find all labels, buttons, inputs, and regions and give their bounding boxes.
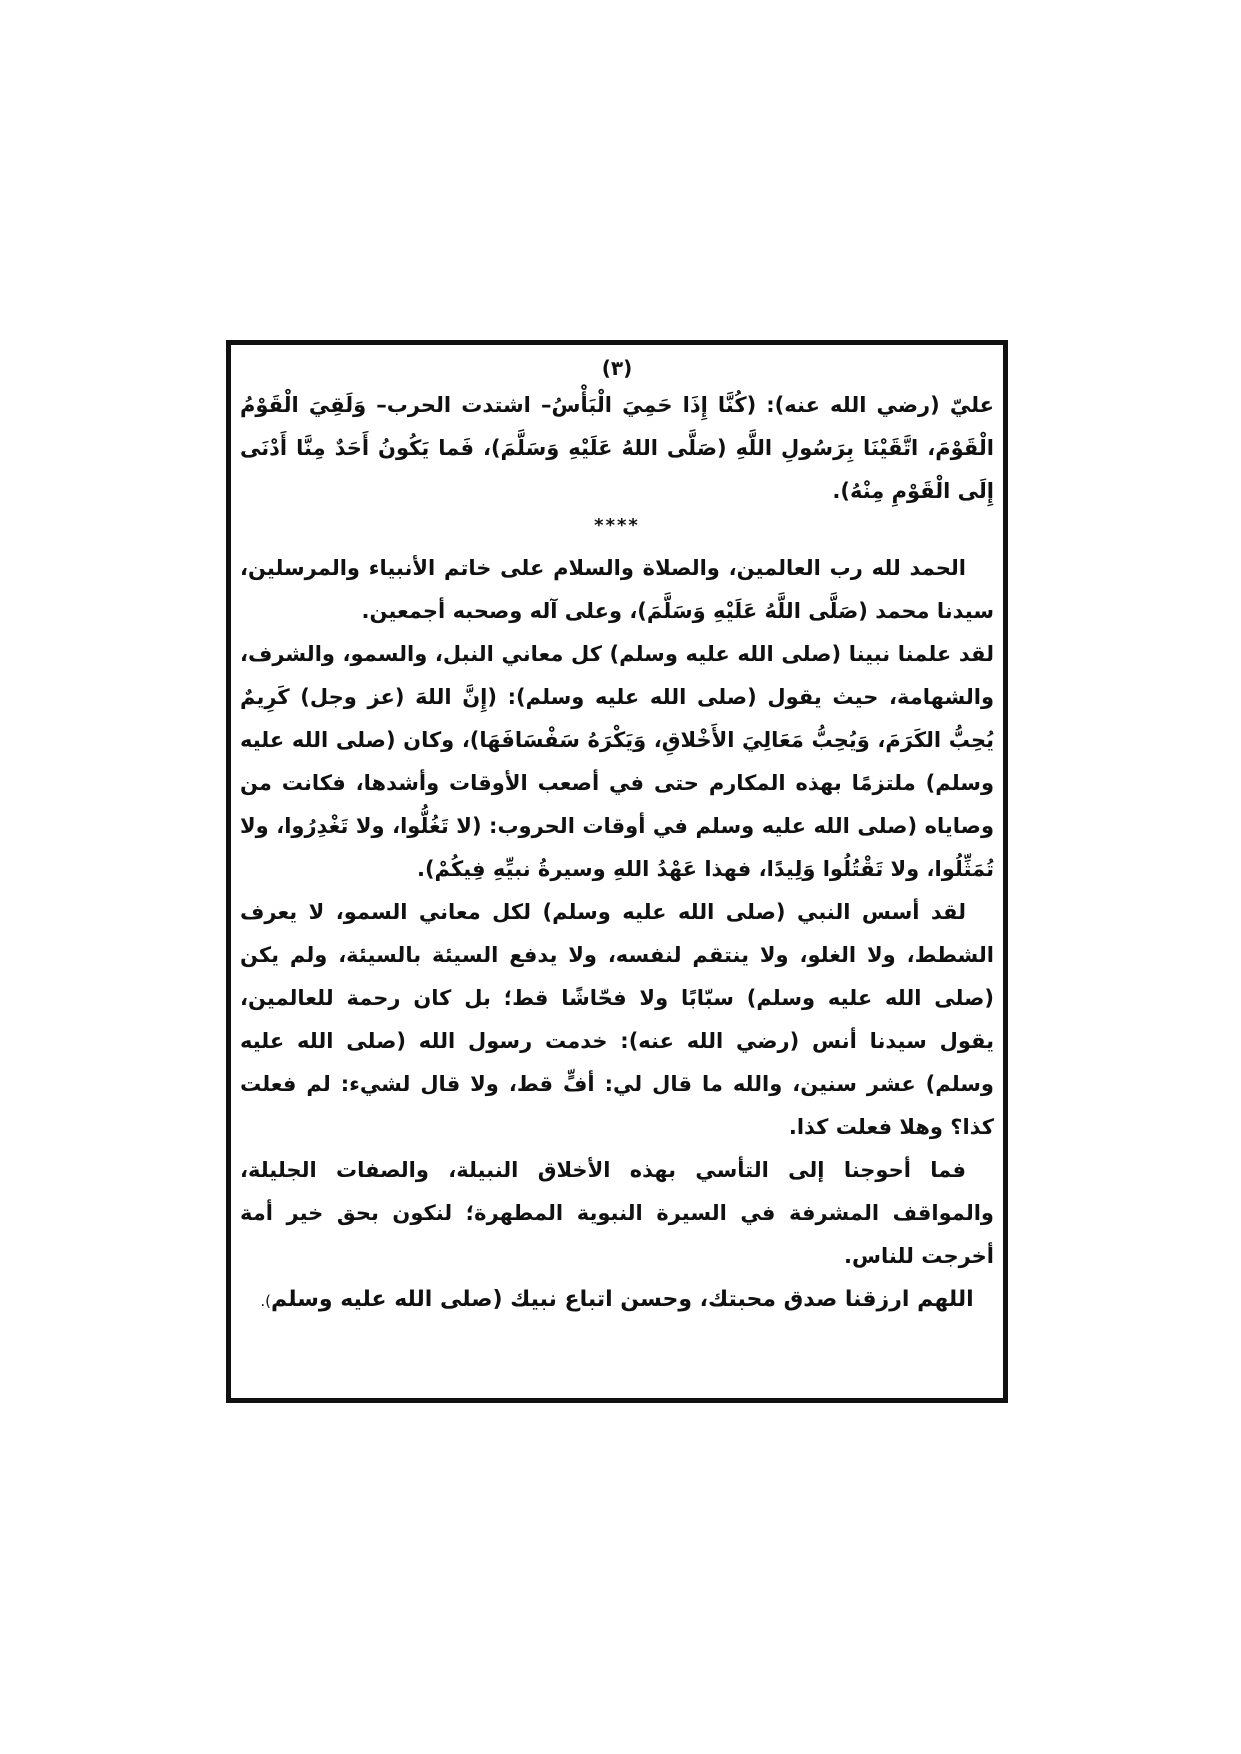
paragraph-prophet-conduct: لقد أسس النبي (صلى الله عليه وسلم) لكل معاني السمو، لا يعرف الشطط، ولا الغلو، ولا ينتقم لنفسه، ولا يدفع السيئة بالسيئة، ولم يكن (صلى الله عليه وسلم) سبّابًا ولا فحّاشًا قط؛ بل كان رحمة للعالمين، يقول سيدنا أنس (رضي الله عنه): خدمت رسول الله (صلى الله عليه وسلم) عشر سنين، والله ما قال لي: أفٍّ قط، ولا قال لشيء: لم فعلت كذا؟ وهلا فعلت كذا. — [240, 900, 994, 1139]
document-body — [240, 352, 994, 1323]
closing-prayer — [240, 1278, 994, 1323]
closing-prayer-text: اللهم ارزقنا صدق محبتك، وحسن اتباع نبيك (صلى الله عليه وسلم — [271, 1287, 974, 1312]
closing-prayer-end: ). — [260, 1292, 271, 1310]
section-separator: **** — [594, 515, 640, 536]
paragraph-noble-morals: لقد علمنا نبينا (صلى الله عليه وسلم) كل معاني النبل، والسمو، والشرف، والشهامة، حيث يقول (صلى الله عليه وسلم): (إِنَّ اللهَ (عز وجل) كَرِيمٌ يُحِبُّ الكَرَمَ، وَيُحِبُّ مَعَالِيَ الأَخْلاقِ، وَيَكْرَهُ سَفْسَافَهَا)، وكان (صلى الله عليه وسلم) ملتزمًا بهذه المكارم حتى في أصعب الأوقات وأشدها، فكانت من وصاياه (صلى الله عليه وسلم في أوقات الحروب: (لا تَغُلُّوا، ولا تَغْدِرُوا، ولا تُمَثِّلُوا، ولا تَقْتُلُوا وَلِيدًا، فهذا عَهْدُ اللهِ وسيرةُ نبيِّهِ فِيكُمْ). — [240, 642, 994, 881]
paragraph-opening: الحمد لله رب العالمين، والصلاة والسلام على خاتم الأنبياء والمرسلين، سيدنا محمد (صَلَّى اللَّهُ عَلَيْهِ وَسَلَّمَ)، وعلى آله وصحبه أجمعين. — [240, 556, 994, 623]
paragraph-conclusion: فما أحوجنا إلى التأسي بهذه الأخلاق النبيلة، والصفات الجليلة، والمواقف المشرفة في السيرة النبوية المطهرة؛ لنكون بحق خير أمة أخرجت للناس. — [240, 1158, 994, 1268]
page-number: (٣) — [601, 356, 633, 380]
intro-paragraph: عليّ (رضي الله عنه): (كُنَّا إِذَا حَمِيَ الْبَأْسُ– اشتدت الحرب– وَلَقِيَ الْقَوْمُ الْقَوْمَ، اتَّقَيْنَا بِرَسُولِ اللَّهِ (صَلَّى اللهُ عَلَيْهِ وَسَلَّمَ)، فَما يَكُونُ أَحَدٌ مِنَّا أَدْنَى إِلَى الْقَوْمِ مِنْهُ). — [240, 393, 994, 503]
